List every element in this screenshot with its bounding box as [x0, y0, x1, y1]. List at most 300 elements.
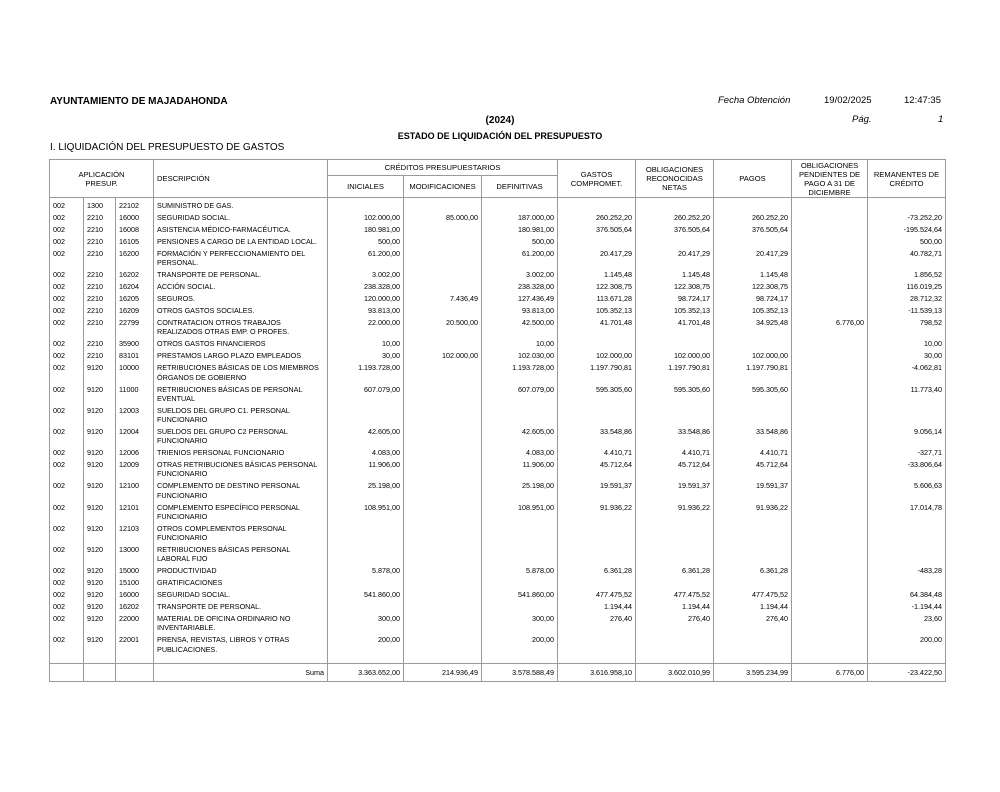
table-row	[50, 566, 946, 578]
description-cell: PENSIONES A CARGO DE LA ENTIDAD LOCAL.	[154, 237, 328, 249]
pendientes-cell: 6.776,00	[792, 318, 868, 339]
description-cell: MATERIAL DE OFICINA ORDINARIO NO INVENTARIABLE.	[154, 614, 328, 635]
pagos-cell: 105.352,13	[714, 306, 792, 318]
table-row	[50, 339, 946, 351]
org-cell: 002	[50, 339, 84, 351]
definitivas-cell	[482, 198, 558, 214]
total-iniciales: 3.363.652,00	[328, 663, 404, 681]
modificaciones-cell	[404, 249, 482, 270]
pagos-cell	[714, 237, 792, 249]
remanentes-cell: 28.712,32	[868, 294, 946, 306]
program-cell: 9120	[84, 602, 116, 614]
pendientes-cell	[792, 249, 868, 270]
program-cell: 9120	[84, 590, 116, 602]
gastos-cell	[558, 578, 636, 590]
remanentes-cell: -483,28	[868, 566, 946, 578]
modificaciones-cell	[404, 481, 482, 502]
obligaciones-cell: 1.194,44	[636, 602, 714, 614]
obligaciones-cell: 41.701,48	[636, 318, 714, 339]
remanentes-cell: -1.194,44	[868, 602, 946, 614]
program-cell: 2210	[84, 213, 116, 225]
remanentes-cell	[868, 198, 946, 214]
economic-cell: 35900	[116, 339, 154, 351]
description-cell: SUMINISTRO DE GAS.	[154, 198, 328, 214]
iniciales-cell: 607.079,00	[328, 385, 404, 406]
pagos-cell: 34.925,48	[714, 318, 792, 339]
economic-cell: 22799	[116, 318, 154, 339]
iniciales-cell: 108.951,00	[328, 503, 404, 524]
org-cell: 002	[50, 249, 84, 270]
total-remanentes: -23.422,50	[868, 663, 946, 681]
header-gastos: GASTOS COMPROMET.	[558, 160, 636, 198]
pagos-cell: 102.000,00	[714, 351, 792, 363]
obligaciones-cell	[636, 545, 714, 566]
obligaciones-cell: 1.197.790,81	[636, 363, 714, 384]
org-cell: 002	[50, 306, 84, 318]
obligaciones-cell: 4.410,71	[636, 448, 714, 460]
economic-cell: 16204	[116, 282, 154, 294]
modificaciones-cell	[404, 225, 482, 237]
modificaciones-cell	[404, 566, 482, 578]
pendientes-cell	[792, 635, 868, 656]
iniciales-cell: 22.000,00	[328, 318, 404, 339]
iniciales-cell: 30,00	[328, 351, 404, 363]
table-row	[50, 351, 946, 363]
definitivas-cell: 180.981,00	[482, 225, 558, 237]
gastos-cell: 6.361,28	[558, 566, 636, 578]
table-row	[50, 270, 946, 282]
header-modificaciones: MODIFICACIONES	[404, 176, 482, 198]
org-cell: 002	[50, 351, 84, 363]
obligaciones-cell	[636, 237, 714, 249]
description-cell: OTROS GASTOS FINANCIEROS	[154, 339, 328, 351]
org-cell: 002	[50, 213, 84, 225]
iniciales-cell: 541.860,00	[328, 590, 404, 602]
definitivas-cell	[482, 406, 558, 427]
gastos-cell: 41.701,48	[558, 318, 636, 339]
iniciales-cell	[328, 524, 404, 545]
obligaciones-cell: 1.145,48	[636, 270, 714, 282]
obligaciones-cell	[636, 524, 714, 545]
iniciales-cell	[328, 406, 404, 427]
remanentes-cell: 23,60	[868, 614, 946, 635]
remanentes-cell: 9.056,14	[868, 427, 946, 448]
remanentes-cell: 1.856,52	[868, 270, 946, 282]
obligaciones-cell	[636, 339, 714, 351]
org-cell: 002	[50, 503, 84, 524]
definitivas-cell: 11.906,00	[482, 460, 558, 481]
hora-value: 12:47:35	[904, 95, 941, 106]
iniciales-cell: 500,00	[328, 237, 404, 249]
pendientes-cell	[792, 270, 868, 282]
remanentes-cell: -195.524,64	[868, 225, 946, 237]
definitivas-cell: 187.000,00	[482, 213, 558, 225]
pagos-cell: 33.548,86	[714, 427, 792, 448]
gastos-cell: 91.936,22	[558, 503, 636, 524]
description-cell: ACCIÓN SOCIAL.	[154, 282, 328, 294]
modificaciones-cell	[404, 602, 482, 614]
org-cell: 002	[50, 481, 84, 502]
pagos-cell	[714, 524, 792, 545]
gastos-cell: 122.308,75	[558, 282, 636, 294]
description-cell: TRANSPORTE DE PERSONAL.	[154, 602, 328, 614]
remanentes-cell: 10,00	[868, 339, 946, 351]
economic-cell: 16000	[116, 213, 154, 225]
description-cell: CONTRATACION OTROS TRABAJOS REALIZADOS OTRAS EMP. O PROFES.	[154, 318, 328, 339]
obligaciones-cell: 19.591,37	[636, 481, 714, 502]
gastos-cell: 1.145,48	[558, 270, 636, 282]
iniciales-cell	[328, 545, 404, 566]
pendientes-cell	[792, 351, 868, 363]
description-cell: FORMACIÓN Y PERFECCIONAMIENTO DEL PERSONAL.	[154, 249, 328, 270]
org-cell: 002	[50, 385, 84, 406]
org-cell: 002	[50, 578, 84, 590]
gastos-cell: 376.505,64	[558, 225, 636, 237]
description-cell: GRATIFICACIONES	[154, 578, 328, 590]
org-cell: 002	[50, 198, 84, 214]
fiscal-year: (2024)	[485, 115, 515, 126]
table-row	[50, 503, 946, 524]
remanentes-cell	[868, 578, 946, 590]
obligaciones-cell: 20.417,29	[636, 249, 714, 270]
org-cell: 002	[50, 363, 84, 384]
empty-cell	[84, 663, 116, 681]
org-cell: 002	[50, 635, 84, 656]
definitivas-cell: 10,00	[482, 339, 558, 351]
remanentes-cell: -327,71	[868, 448, 946, 460]
economic-cell: 16209	[116, 306, 154, 318]
modificaciones-cell	[404, 306, 482, 318]
modificaciones-cell	[404, 635, 482, 656]
table-row	[50, 225, 946, 237]
gastos-cell: 102.000,00	[558, 351, 636, 363]
pendientes-cell	[792, 385, 868, 406]
description-cell: SEGURIDAD SOCIAL.	[154, 213, 328, 225]
gastos-cell: 20.417,29	[558, 249, 636, 270]
pagos-cell: 260.252,20	[714, 213, 792, 225]
pendientes-cell	[792, 614, 868, 635]
org-cell: 002	[50, 237, 84, 249]
remanentes-cell: 40.782,71	[868, 249, 946, 270]
header-aplicacion-label: APLICACIÓN	[78, 169, 125, 179]
economic-cell: 12003	[116, 406, 154, 427]
program-cell: 9120	[84, 566, 116, 578]
iniciales-cell: 10,00	[328, 339, 404, 351]
pagos-cell	[714, 545, 792, 566]
description-cell: TRIENIOS PERSONAL FUNCIONARIO	[154, 448, 328, 460]
remanentes-cell: -11.539,13	[868, 306, 946, 318]
economic-cell: 12009	[116, 460, 154, 481]
table-row	[50, 460, 946, 481]
modificaciones-cell	[404, 460, 482, 481]
economic-cell: 22000	[116, 614, 154, 635]
modificaciones-cell	[404, 339, 482, 351]
pagos-cell	[714, 635, 792, 656]
table-row	[50, 406, 946, 427]
pendientes-cell	[792, 481, 868, 502]
header-pagos: PAGOS	[714, 160, 792, 198]
total-pagos: 3.595.234,99	[714, 663, 792, 681]
description-cell: PRESTAMOS LARGO PLAZO EMPLEADOS	[154, 351, 328, 363]
obligaciones-cell: 98.724,17	[636, 294, 714, 306]
obligaciones-cell	[636, 635, 714, 656]
program-cell: 2210	[84, 225, 116, 237]
report-title: ESTADO DE LIQUIDACIÓN DEL PRESUPUESTO	[397, 131, 603, 141]
table-row	[50, 294, 946, 306]
pagos-cell: 6.361,28	[714, 566, 792, 578]
table-row	[50, 635, 946, 656]
program-cell: 2210	[84, 306, 116, 318]
program-cell: 9120	[84, 524, 116, 545]
iniciales-cell: 61.200,00	[328, 249, 404, 270]
remanentes-cell: 5.606,63	[868, 481, 946, 502]
definitivas-cell: 300,00	[482, 614, 558, 635]
fecha-value: 19/02/2025	[824, 95, 872, 106]
program-cell: 9120	[84, 460, 116, 481]
table-row	[50, 545, 946, 566]
modificaciones-cell	[404, 270, 482, 282]
org-cell: 002	[50, 602, 84, 614]
remanentes-cell	[868, 545, 946, 566]
pendientes-cell	[792, 306, 868, 318]
table-row	[50, 306, 946, 318]
program-cell: 2210	[84, 270, 116, 282]
program-cell: 2210	[84, 237, 116, 249]
definitivas-cell: 3.002,00	[482, 270, 558, 282]
definitivas-cell	[482, 524, 558, 545]
economic-cell: 11000	[116, 385, 154, 406]
program-cell: 1300	[84, 198, 116, 214]
obligaciones-cell	[636, 406, 714, 427]
pendientes-cell	[792, 566, 868, 578]
gastos-cell: 595.305,60	[558, 385, 636, 406]
definitivas-cell: 5.878,00	[482, 566, 558, 578]
obligaciones-cell: 595.305,60	[636, 385, 714, 406]
program-cell: 9120	[84, 406, 116, 427]
pagos-cell: 122.308,75	[714, 282, 792, 294]
obligaciones-cell: 260.252,20	[636, 213, 714, 225]
total-obligaciones: 3.602.010,99	[636, 663, 714, 681]
program-cell: 2210	[84, 339, 116, 351]
program-cell: 9120	[84, 503, 116, 524]
description-cell: RETRIBUCIONES BÁSICAS DE PERSONAL EVENTUAL	[154, 385, 328, 406]
modificaciones-cell	[404, 406, 482, 427]
gastos-cell: 276,40	[558, 614, 636, 635]
modificaciones-cell	[404, 524, 482, 545]
modificaciones-cell	[404, 282, 482, 294]
definitivas-cell: 25.198,00	[482, 481, 558, 502]
page-number: 1	[938, 114, 944, 125]
obligaciones-cell: 6.361,28	[636, 566, 714, 578]
table-row	[50, 614, 946, 635]
pagos-cell: 1.194,44	[714, 602, 792, 614]
iniciales-cell	[328, 602, 404, 614]
pendientes-cell	[792, 213, 868, 225]
definitivas-cell: 4.083,00	[482, 448, 558, 460]
description-cell: COMPLEMENTO DE DESTINO PERSONAL FUNCIONARIO	[154, 481, 328, 502]
gastos-cell: 113.671,28	[558, 294, 636, 306]
org-cell: 002	[50, 545, 84, 566]
totals-label: Suma	[154, 663, 328, 681]
definitivas-cell: 102.030,00	[482, 351, 558, 363]
obligaciones-cell: 376.505,64	[636, 225, 714, 237]
table-row	[50, 385, 946, 406]
remanentes-cell: 11.773,40	[868, 385, 946, 406]
obligaciones-cell	[636, 578, 714, 590]
iniciales-cell: 102.000,00	[328, 213, 404, 225]
org-cell: 002	[50, 270, 84, 282]
table-row	[50, 237, 946, 249]
pagos-cell: 376.505,64	[714, 225, 792, 237]
obligaciones-cell: 102.000,00	[636, 351, 714, 363]
liquidation-table	[49, 159, 946, 682]
gastos-cell	[558, 545, 636, 566]
org-cell: 002	[50, 566, 84, 578]
definitivas-cell: 238.328,00	[482, 282, 558, 294]
gastos-cell: 105.352,13	[558, 306, 636, 318]
iniciales-cell: 93.813,00	[328, 306, 404, 318]
modificaciones-cell	[404, 363, 482, 384]
table-row	[50, 213, 946, 225]
iniciales-cell: 200,00	[328, 635, 404, 656]
iniciales-cell: 3.002,00	[328, 270, 404, 282]
program-cell: 9120	[84, 578, 116, 590]
totals-row	[50, 663, 946, 681]
modificaciones-cell	[404, 385, 482, 406]
economic-cell: 12100	[116, 481, 154, 502]
pendientes-cell	[792, 339, 868, 351]
pagos-cell: 595.305,60	[714, 385, 792, 406]
program-cell: 2210	[84, 318, 116, 339]
gastos-cell: 1.197.790,81	[558, 363, 636, 384]
modificaciones-cell: 85.000,00	[404, 213, 482, 225]
table-row	[50, 282, 946, 294]
remanentes-cell: 500,00	[868, 237, 946, 249]
description-cell: OTROS GASTOS SOCIALES.	[154, 306, 328, 318]
iniciales-cell: 238.328,00	[328, 282, 404, 294]
total-definitivas: 3.578.588,49	[482, 663, 558, 681]
iniciales-cell: 120.000,00	[328, 294, 404, 306]
program-cell: 2210	[84, 294, 116, 306]
iniciales-cell: 11.906,00	[328, 460, 404, 481]
economic-cell: 22102	[116, 198, 154, 214]
modificaciones-cell	[404, 578, 482, 590]
total-pendientes: 6.776,00	[792, 663, 868, 681]
iniciales-cell: 5.878,00	[328, 566, 404, 578]
program-cell: 2210	[84, 282, 116, 294]
org-cell: 002	[50, 448, 84, 460]
obligaciones-cell: 122.308,75	[636, 282, 714, 294]
gastos-cell	[558, 406, 636, 427]
program-cell: 9120	[84, 363, 116, 384]
org-cell: 002	[50, 524, 84, 545]
table-row	[50, 524, 946, 545]
program-cell: 9120	[84, 385, 116, 406]
obligaciones-cell: 91.936,22	[636, 503, 714, 524]
obligaciones-cell: 477.475,52	[636, 590, 714, 602]
remanentes-cell: 116.019,25	[868, 282, 946, 294]
obligaciones-cell	[636, 198, 714, 214]
gastos-cell	[558, 524, 636, 545]
org-cell: 002	[50, 614, 84, 635]
description-cell: PRENSA, REVISTAS, LIBROS Y OTRAS PUBLICACIONES.	[154, 635, 328, 656]
remanentes-cell: 200,00	[868, 635, 946, 656]
definitivas-cell	[482, 602, 558, 614]
iniciales-cell: 25.198,00	[328, 481, 404, 502]
program-cell: 9120	[84, 614, 116, 635]
program-cell: 9120	[84, 635, 116, 656]
economic-cell: 15100	[116, 578, 154, 590]
org-cell: 002	[50, 282, 84, 294]
modificaciones-cell	[404, 503, 482, 524]
empty-cell	[116, 663, 154, 681]
economic-cell: 12101	[116, 503, 154, 524]
gastos-cell	[558, 198, 636, 214]
pendientes-cell	[792, 406, 868, 427]
definitivas-cell: 200,00	[482, 635, 558, 656]
pendientes-cell	[792, 545, 868, 566]
iniciales-cell	[328, 578, 404, 590]
header-iniciales: INICIALES	[328, 176, 404, 198]
pendientes-cell	[792, 590, 868, 602]
description-cell: PRODUCTIVIDAD	[154, 566, 328, 578]
definitivas-cell: 541.860,00	[482, 590, 558, 602]
pendientes-cell	[792, 524, 868, 545]
economic-cell: 13000	[116, 545, 154, 566]
gastos-cell	[558, 237, 636, 249]
total-gastos: 3.616.958,10	[558, 663, 636, 681]
org-cell: 002	[50, 318, 84, 339]
program-cell: 9120	[84, 448, 116, 460]
remanentes-cell: -73.252,20	[868, 213, 946, 225]
economic-cell: 15000	[116, 566, 154, 578]
table-row	[50, 602, 946, 614]
iniciales-cell: 4.083,00	[328, 448, 404, 460]
iniciales-cell: 1.193.728,00	[328, 363, 404, 384]
gastos-cell: 260.252,20	[558, 213, 636, 225]
gastos-cell: 477.475,52	[558, 590, 636, 602]
iniciales-cell: 42.605,00	[328, 427, 404, 448]
definitivas-cell: 108.951,00	[482, 503, 558, 524]
pagos-cell: 4.410,71	[714, 448, 792, 460]
table-row	[50, 427, 946, 448]
modificaciones-cell	[404, 427, 482, 448]
org-cell: 002	[50, 225, 84, 237]
description-cell: TRANSPORTE DE PERSONAL.	[154, 270, 328, 282]
modificaciones-cell	[404, 545, 482, 566]
remanentes-cell: -4.062,81	[868, 363, 946, 384]
remanentes-cell: 17.014,78	[868, 503, 946, 524]
org-cell: 002	[50, 460, 84, 481]
economic-cell: 12004	[116, 427, 154, 448]
remanentes-cell	[868, 406, 946, 427]
pagos-cell: 45.712,64	[714, 460, 792, 481]
gastos-cell: 4.410,71	[558, 448, 636, 460]
definitivas-cell: 127.436,49	[482, 294, 558, 306]
table-row	[50, 249, 946, 270]
definitivas-cell: 1.193.728,00	[482, 363, 558, 384]
table-row	[50, 590, 946, 602]
header-descripcion: DESCRIPCIÓN	[154, 160, 328, 198]
remanentes-cell	[868, 524, 946, 545]
pendientes-cell	[792, 503, 868, 524]
obligaciones-cell: 105.352,13	[636, 306, 714, 318]
remanentes-cell: -33.806,64	[868, 460, 946, 481]
program-cell: 9120	[84, 427, 116, 448]
pendientes-cell	[792, 198, 868, 214]
entity-name: AYUNTAMIENTO DE MAJADAHONDA	[50, 96, 228, 107]
economic-cell: 12006	[116, 448, 154, 460]
